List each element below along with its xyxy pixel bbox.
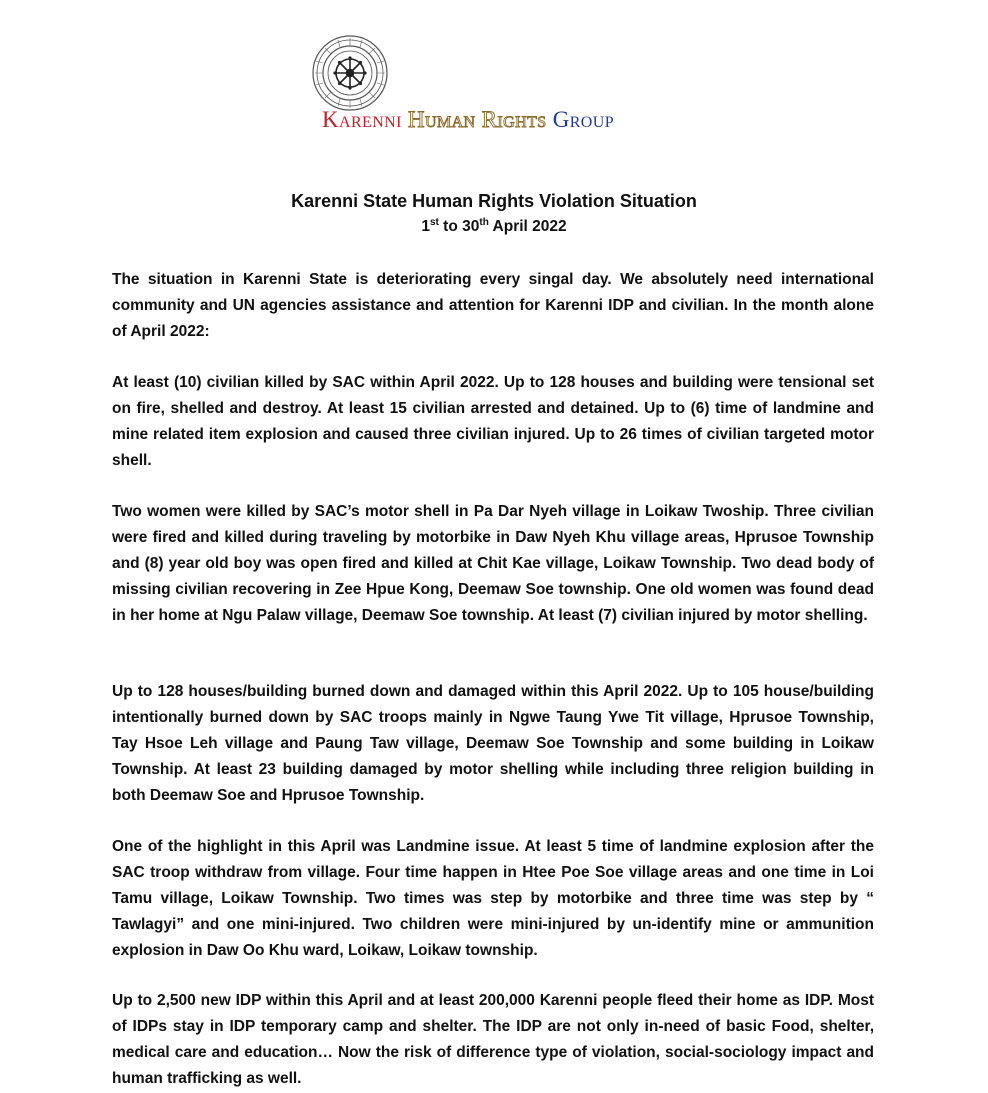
document-date [0, 217, 988, 237]
paragraph-idp: Up to 2,500 new IDP within this April and at least 200,000 Karenni people fleed their home as IDP. Most of IDPs stay in IDP temporary camp and shelter. The IDP are not only in-need of basic Food, shelter, medical care and education… Now the risk of difference type of violation, social-sociology impact and human trafficking as well. [112, 992, 874, 1087]
paragraph-intro: The situation in Karenni State is deteriorating every singal day. We absolutely need international community and UN agencies assistance and attention for Karenni IDP and civilian. In the month alone of April 2022: [112, 271, 874, 340]
date-start-day: 1 [421, 218, 430, 235]
document-title: Karenni State Human Rights Violation Situation [291, 191, 697, 211]
date-month-year: April 2022 [488, 218, 567, 235]
org-name-word: Human [408, 107, 476, 132]
paragraph-landmines: One of the highlight in this April was Landmine issue. At least 5 time of landmine explosion after the SAC troop withdraw from village. Four time happen in Htee Poe Soe village areas and one time in Loi Tamu village, Loikaw Township. Two times was step by motorbike and three time was step by “ Tawlagyi” and one mini-injured. Two children were mini-injured by un-identify mine or ammunition explosion in Daw Oo Khu ward, Loikaw, Loikaw township. [112, 838, 874, 959]
organization-name [322, 106, 682, 134]
paragraph-summary: At least (10) civilian killed by SAC within April 2022. Up to 128 houses and building were tensional set on fire, shelled and destroy. At least 15 civilian arrested and detained. Up to (6) time of landmine and mine related item explosion and caused three civilian injured. Up to 26 times of civilian targeted motor shell. [112, 374, 874, 469]
date-end-day: 30 [462, 218, 480, 235]
org-name-word: Rights [481, 107, 547, 132]
paragraph-burnings: Up to 128 houses/building burned down and damaged within this April 2022. Up to 105 house/building intentionally burned down by SAC troops mainly in Ngwe Taung Ywe Tit village, Hprusoe Township, Tay Hsoe Leh village and Paung Taw village, Deemaw Soe Township and some building in Loikaw Township. At least 23 building damaged by motor shelling while including three religion building in both Deemaw Soe and Hprusoe Township. [112, 683, 874, 804]
org-name-word: Karenni [322, 107, 402, 132]
dharma-wheel-seal-icon [310, 34, 390, 112]
org-name-word: Group [552, 107, 614, 132]
date-start-suffix: st [429, 217, 439, 228]
paragraph-killings: Two women were killed by SAC’s motor shell in Pa Dar Nyeh village in Loikaw Twoship. Three civilian were fired and killed during traveling by motorbike in Daw Nyeh Khu village areas, Hprusoe Township and (8) year old boy was open fired and killed at Chit Kae village, Loikaw Township. Two dead body of missing civilian recovering in Zee Hpue Kong, Deemaw Soe township. One old women was found dead in her home at Ngu Palaw village, Deemaw Soe township. At least (7) civilian injured by motor shelling. [112, 503, 874, 624]
date-connector: to [438, 218, 463, 235]
date-end-suffix: th [479, 217, 489, 228]
